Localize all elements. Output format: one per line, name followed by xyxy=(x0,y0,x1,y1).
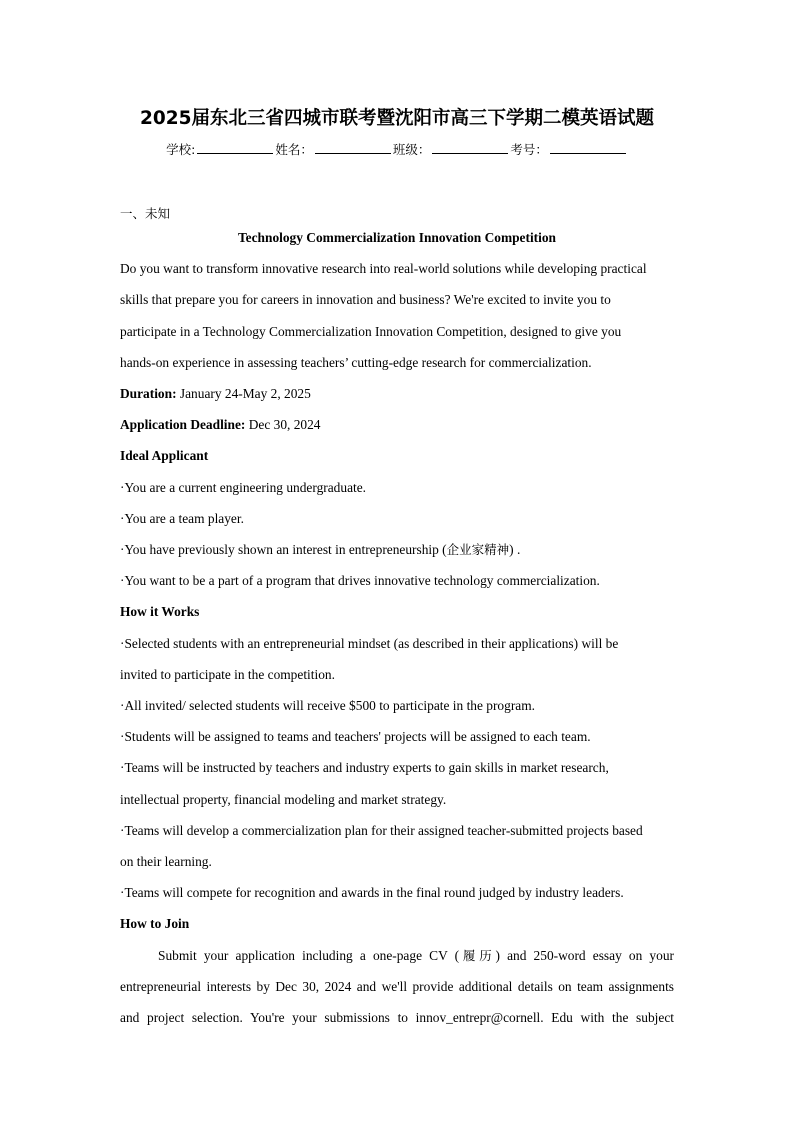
how-line: ·All invited/ selected students will receive $500 to participate in the program. xyxy=(120,698,535,714)
how-line: ·Students will be assigned to teams and teachers' projects will be assigned to each team. xyxy=(120,729,591,745)
ideal-item: ·You are a team player. xyxy=(120,510,244,526)
join-text-end: ) and 250-word essay on your xyxy=(495,947,674,963)
student-info-line xyxy=(0,140,794,158)
how-line: intellectual property, financial modeling and market strategy. xyxy=(120,791,447,807)
how-line: ·Teams will compete for recognition and awards in the final round judged by industry leaders. xyxy=(120,885,624,901)
intro-line: skills that prepare you for careers in innovation and business? We're excited to invite you to xyxy=(120,292,611,308)
how-line: ·Selected students with an entrepreneurial mindset (as described in their applications) will be xyxy=(120,635,619,651)
class-label: 班级： xyxy=(392,142,431,157)
ideal-item: ·You are a current engineering undergraduate. xyxy=(120,479,367,495)
ideal-applicant-heading: Ideal Applicant xyxy=(120,448,209,464)
passage xyxy=(120,222,674,1033)
duration-label: Duration: xyxy=(120,386,177,402)
exam-number-blank[interactable] xyxy=(550,141,626,154)
how-line: invited to participate in the competition. xyxy=(120,666,335,682)
section-heading: 一、未知 xyxy=(120,206,171,221)
intro-line: Do you want to transform innovative research into real-world solutions while developing practical xyxy=(120,261,647,277)
deadline-line xyxy=(120,409,674,440)
join-line xyxy=(120,940,674,971)
duration-line xyxy=(120,378,674,409)
deadline-label: Application Deadline: xyxy=(120,417,246,433)
school-blank[interactable] xyxy=(197,141,273,154)
ideal-item xyxy=(120,534,674,565)
ideal-item-text-end: ) . xyxy=(509,542,521,558)
how-line: ·Teams will be instructed by teachers and industry experts to gain skills in market research, xyxy=(120,760,609,776)
passage-title: Technology Commercialization Innovation Competition xyxy=(237,230,557,245)
join-line: and project selection. You're your submissions to innov_entrepr@cornell. Edu with the subject xyxy=(120,1010,674,1026)
name-label: 姓名： xyxy=(275,142,313,157)
name-blank[interactable] xyxy=(315,141,391,154)
ideal-item: ·You want to be a part of a program that drives innovative technology commercialization. xyxy=(120,573,600,589)
how-to-join-heading: How to Join xyxy=(120,916,190,932)
how-line: on their learning. xyxy=(120,854,212,870)
join-text: Submit your application including a one-page CV ( xyxy=(158,947,460,963)
school-label: 学校: xyxy=(166,142,196,157)
duration-value: January 24-May 2, 2025 xyxy=(176,386,311,402)
exam-number-label: 考号： xyxy=(510,142,548,157)
intro-line: hands-on experience in assessing teachers’ cutting-edge research for commercialization. xyxy=(120,354,592,370)
deadline-value: Dec 30, 2024 xyxy=(245,417,321,433)
class-blank[interactable] xyxy=(432,141,508,154)
intro-line: participate in a Technology Commercialization Innovation Competition, designed to give you xyxy=(120,323,622,339)
how-line: ·Teams will develop a commercialization plan for their assigned teacher-submitted projects based xyxy=(120,822,643,838)
ideal-item-cn-gloss: 企业家精神 xyxy=(446,542,510,558)
ideal-item-text: ·You have previously shown an interest in entrepreneurship ( xyxy=(120,542,447,558)
join-line: entrepreneurial interests by Dec 30, 2024 and we'll provide additional details on team assignments xyxy=(120,978,674,994)
join-cn-gloss: 履历 xyxy=(459,947,496,963)
how-it-works-heading: How it Works xyxy=(120,604,200,620)
exam-title: 2025届东北三省四城市联考暨沈阳市高三下学期二模英语试题 xyxy=(140,108,654,129)
